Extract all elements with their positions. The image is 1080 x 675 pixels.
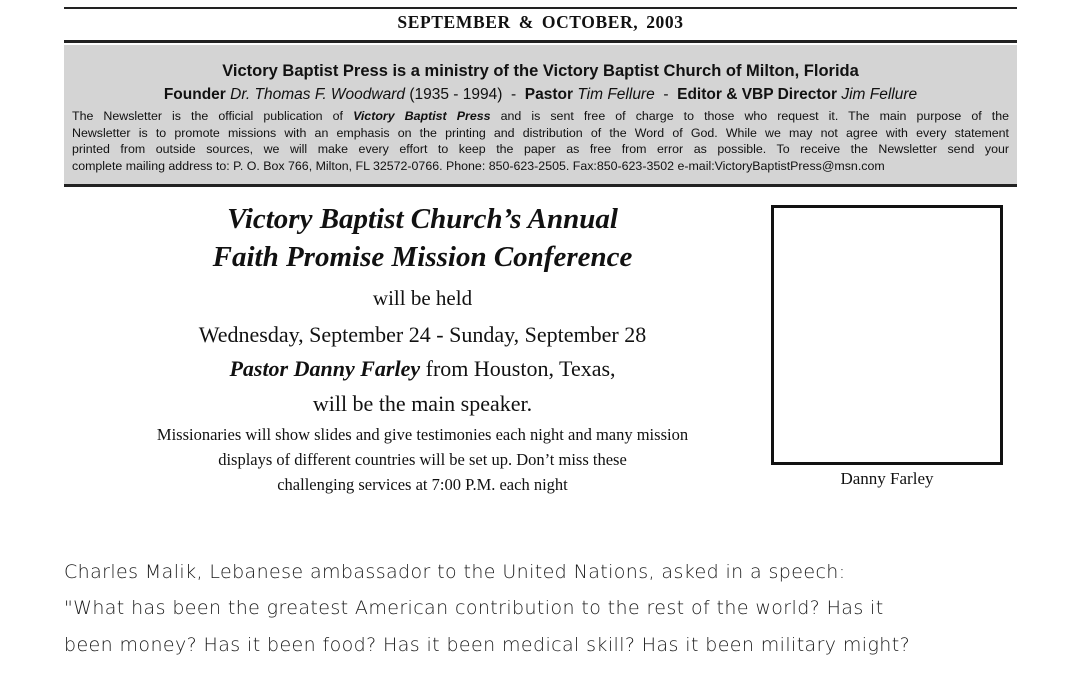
pastor-name: Tim Fellure	[577, 86, 655, 103]
masthead-body-line-2: Newsletter is to promote missions with an emphasis on the printing and distribution of the Word of God. While we may not agree with every statement	[72, 125, 1009, 140]
pastor-label: Pastor	[524, 86, 574, 103]
masthead-body-line-3: printed from outside sources, we will make every effort to keep the paper as free from error as possible. To receive the Newsletter send your	[72, 142, 1009, 157]
conference-heading-line-1: Victory Baptist Church’s Annual	[227, 203, 618, 235]
founder-years: (1935 - 1994)	[409, 86, 503, 103]
conference-details	[100, 422, 745, 497]
top-rule	[64, 7, 1017, 9]
masthead-body-line-1: The Newsletter is the official publication of Victory Baptist Press and is sent free of charge to those who request it. The main purpose of the	[72, 109, 1009, 123]
details-line-3: challenging services at 7:00 P.M. each night	[277, 475, 568, 494]
conference-dates: Wednesday, September 24 - Sunday, September 28	[198, 322, 647, 347]
speaker-from: from Houston, Texas,	[420, 356, 616, 381]
will-be-held: will be held	[372, 286, 473, 310]
masthead-credits: Founder Dr. Thomas F. Woodward (1935 - 1994) - Pastor Tim Fellure - Editor & VBP Director Jim Fellure	[163, 86, 918, 103]
founder-label: Founder	[163, 86, 226, 103]
conference-heading-line-2: Faith Promise Mission Conference	[212, 241, 633, 273]
masthead-title: Victory Baptist Press is a ministry of the Victory Baptist Church of Milton, Florida	[222, 62, 859, 80]
details-line-2: displays of different countries will be set up. Don’t miss these	[218, 450, 627, 469]
article-line-3: been money? Has it been food? Has it been medical skill? Has it been military might?	[64, 634, 911, 656]
conference-heading	[100, 200, 745, 276]
article-line-1: Charles Malik, Lebanese ambassador to the United Nations, asked in a speech:	[64, 561, 846, 583]
speaker-line	[100, 356, 745, 382]
date-rule	[64, 40, 1017, 43]
founder-name: Dr. Thomas F. Woodward	[230, 86, 406, 103]
speaker-role: will be the main speaker.	[312, 391, 533, 416]
article-line-2: "What has been the greatest American contribution to the rest of the world? Has it	[64, 597, 884, 619]
editor-name: Jim Fellure	[841, 86, 918, 103]
issue-date: SEPTEMBER & OCTOBER, 2003	[397, 12, 684, 32]
editor-label: Editor & VBP Director	[677, 86, 838, 103]
speaker-photo-frame	[771, 205, 1003, 465]
masthead-description	[72, 108, 1009, 175]
photo-caption: Danny Farley	[840, 469, 934, 488]
speaker-name: Pastor Danny Farley	[229, 356, 421, 381]
masthead-body-line-4: complete mailing address to: P. O. Box 766, Milton, FL 32572-0766. Phone: 850-623-2505. Fax:850-623-3502 e-mail:VictoryBaptistPress@msn.com	[72, 159, 885, 174]
details-line-1: Missionaries will show slides and give testimonies each night and many mission	[156, 425, 689, 444]
